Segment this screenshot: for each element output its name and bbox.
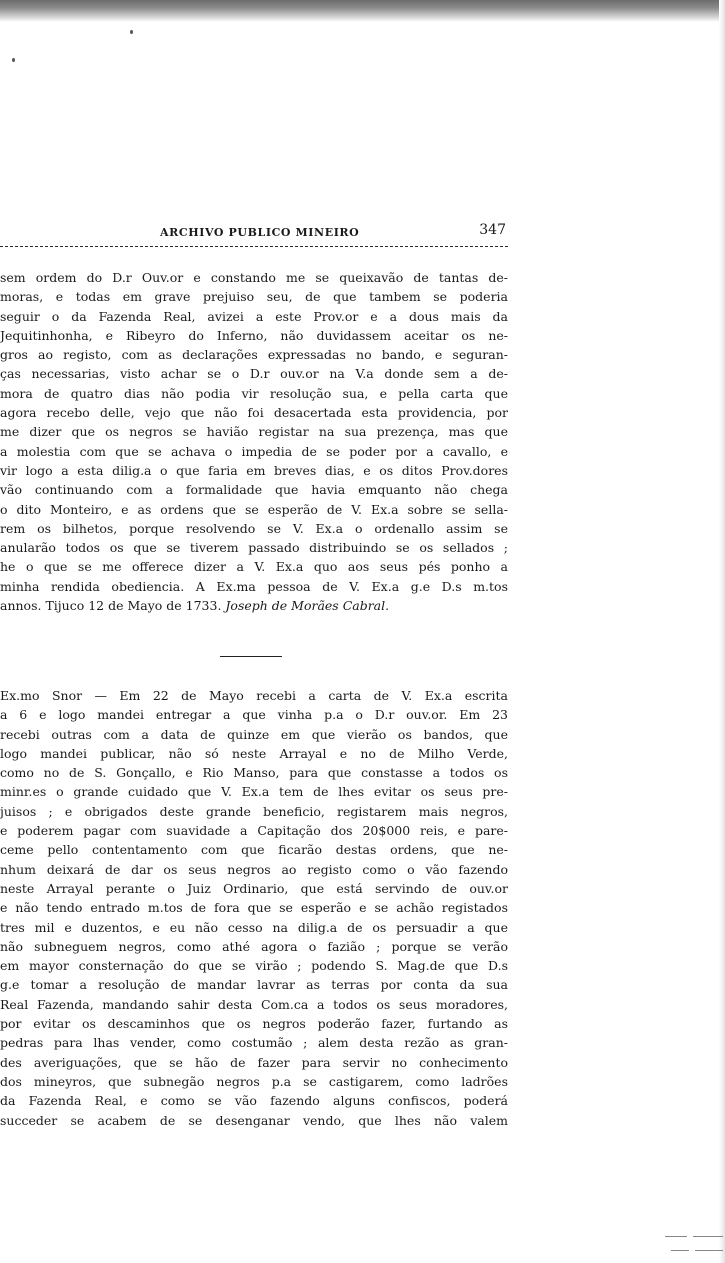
text-line: nhum deixará de dar os seus negros ao registo como o vão fazendo (0, 861, 508, 877)
text-line: a 6 e logo mandei entregar a que vinha p.a o D.r ouv.or. Em 23 (0, 707, 508, 723)
text-line: Jequitinhonha, e Ribeyro do Inferno, não duvidassem aceitar os ne- (0, 327, 508, 343)
text-line: gros ao registo, com as declarações expressadas no bando, e seguran- (0, 347, 508, 363)
text-line: moras, e todas em grave prejuiso seu, de que tambem se poderia (0, 289, 508, 305)
text-line: sem ordem do D.r Ouv.or e constando me se queixavão de tantas de- (0, 270, 508, 285)
closing-text: annos. Tijuco 12 de Mayo de 1733. (0, 598, 226, 614)
text-line: juisos ; e obrigados deste grande beneficio, registarem mais negros, (0, 803, 508, 819)
scan-border-right (719, 0, 725, 1263)
text-line: mora de quatro dias não podia vir resolução sua, e pella carta que (0, 385, 508, 401)
text-line: minr.es o grande cuidado que V. Ex.a tem de lhes evitar os seus pre- (0, 784, 508, 800)
ink-speck (12, 58, 15, 62)
text-line: tres mil e duzentos, e eu não cesso na dilig.a de os persuadir a que (0, 919, 508, 935)
page-number: 347 (479, 222, 506, 238)
text-line: me dizer que os negros se havião registar na sua prezença, mas que (0, 424, 508, 440)
text-line: dos mineyros, que subnegão negros p.a se castigarem, como ladrões (0, 1073, 508, 1089)
text-line: em mayor consternação do que se virão ; podendo S. Mag.de que D.s (0, 958, 508, 974)
text-line: e poderem pagar com suavidade a Capitação dos 20$000 reis, e pare- (0, 823, 508, 839)
text-line: vir logo a esta dilig.a o que faria em breves dias, e os ditos Prov.dores (0, 462, 508, 478)
text-line: rem os bilhetos, porque resolvendo se V. Ex.a o ordenallo assim se (0, 520, 508, 536)
text-line: seguir o da Fazenda Real, avizei a este Prov.or e a dous mais da (0, 308, 508, 324)
text-line: e não tendo entrado m.tos de fora que se esperão e se achão registados (0, 900, 508, 916)
text-line: anularão todos os que se tiverem passado distribuindo se os sellados ; (0, 540, 508, 556)
scan-artifact-marks (575, 1228, 725, 1258)
text-line: a molestia com que se achava o impedia de se poder por a cavallo, e (0, 443, 508, 459)
text-line: não subneguem negros, como athé agora o fazião ; porque se verão (0, 938, 508, 954)
text-line: g.e tomar a resolução de mandar lavrar as terras por conta da sua (0, 977, 508, 993)
text-line: he o que se me offerece dizer a V. Ex.a quo aos seus pés ponho a (0, 559, 508, 575)
text-line: Real Fazenda, mandando sahir desta Com.ca a todos os seus moradores, (0, 996, 508, 1012)
section-separator (220, 656, 282, 657)
text-line: Ex.mo Snor — Em 22 de Mayo recebi a carta de V. Ex.a escrita (0, 688, 508, 703)
text-line: por evitar os descaminhos que os negros poderão fazer, furtando as (0, 1016, 508, 1032)
closing-line-with-signature (0, 596, 508, 615)
text-line: pedras para lhas vender, como costumão ; alem desta rezão as gran- (0, 1035, 508, 1051)
letter-2-body (0, 686, 508, 1130)
text-line: logo mandei publicar, não só neste Arrayal e no de Milho Verde, (0, 745, 508, 761)
text-line: des averiguações, que se hão de fazer para servir no conhecimento (0, 1054, 508, 1070)
journal-title: ARCHIVO PUBLICO MINEIRO (160, 226, 360, 239)
text-line: minha rendida obediencia. A Ex.ma pessoa de V. Ex.a g.e D.s m.tos (0, 578, 508, 594)
text-line: recebi outras com a data de quinze em que vierão os bandos, que (0, 726, 508, 742)
signature: Joseph de Morães Cabral. (225, 598, 390, 614)
text-line: ceme pello contentamento com que ficarão destas ordens, que ne- (0, 842, 508, 858)
text-line: da Fazenda Real, e como se vão fazendo alguns confiscos, poderá (0, 1093, 508, 1109)
text-line: neste Arrayal perante o Juiz Ordinario, que está servindo de ouv.or (0, 880, 508, 896)
scan-border-top (0, 0, 725, 22)
ink-speck (130, 30, 133, 34)
text-line: vão continuando com a formalidade que havia emquanto não chega (0, 482, 508, 498)
letter-1-body (0, 268, 508, 615)
text-line: como no de S. Gonçallo, e Rio Manso, para que constasse a todos os (0, 765, 508, 781)
running-header (0, 222, 506, 242)
text-line: o dito Monteiro, e as ordens que se esperão de V. Ex.a sobre se sella- (0, 501, 508, 517)
text-line: ças necessarias, visto achar se o D.r ouv.or na V.a donde sem a de- (0, 366, 508, 382)
header-rule (0, 246, 508, 247)
text-line: succeder se acabem de se desenganar vendo, que lhes não valem (0, 1112, 508, 1128)
text-line: agora recebo delle, vejo que não foi desacertada esta providencia, por (0, 405, 508, 421)
